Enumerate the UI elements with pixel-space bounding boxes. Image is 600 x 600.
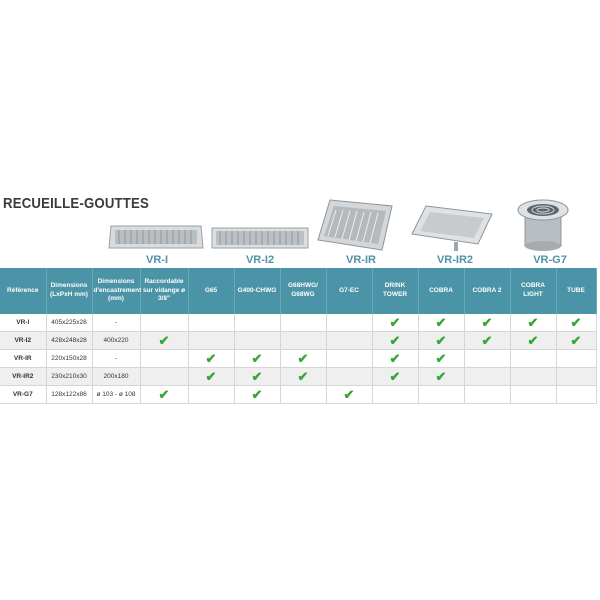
checkmark-icon: ✔ <box>297 369 309 384</box>
checkmark-icon: ✔ <box>251 369 263 384</box>
table-row <box>0 368 596 386</box>
header-cobra: COBRA <box>418 268 464 314</box>
table-row <box>0 350 596 368</box>
compat-cell <box>280 332 326 350</box>
row-embedding-dimensions: ø 103 - ø 108 <box>92 386 140 404</box>
compat-cell <box>234 314 280 332</box>
table-row <box>0 314 596 332</box>
compat-cell <box>372 332 418 350</box>
row-dimensions: 428x248x28 <box>46 332 92 350</box>
header-reference: Référence <box>0 268 46 314</box>
checkmark-icon: ✔ <box>343 387 355 402</box>
checkmark-icon: ✔ <box>570 333 582 348</box>
header-embedding-dimensions: Dimensions d'encastrement (mm) <box>92 268 140 314</box>
compat-cell <box>188 350 234 368</box>
row-reference: VR-I <box>0 314 46 332</box>
compat-cell <box>140 350 188 368</box>
compat-cell <box>326 314 372 332</box>
compat-cell <box>372 368 418 386</box>
compat-cell <box>464 332 510 350</box>
header-g68hwg: G68HWG/ G68WG <box>280 268 326 314</box>
compat-cell <box>234 386 280 404</box>
compat-cell <box>510 386 556 404</box>
checkmark-icon: ✔ <box>389 351 401 366</box>
header-cobra-2: COBRA 2 <box>464 268 510 314</box>
compat-cell <box>556 386 596 404</box>
checkmark-icon: ✔ <box>435 351 447 366</box>
row-dimensions: 230x210x30 <box>46 368 92 386</box>
compat-cell <box>556 368 596 386</box>
page-title: RECUEILLE-GOUTTES <box>3 195 149 212</box>
drain-vr-g7-image <box>515 196 571 256</box>
compat-cell <box>234 332 280 350</box>
compat-cell <box>280 314 326 332</box>
compat-cell <box>326 368 372 386</box>
compat-cell <box>510 332 556 350</box>
header-tube: TUBE <box>556 268 596 314</box>
compat-cell <box>556 314 596 332</box>
compat-cell <box>418 332 464 350</box>
checkmark-icon: ✔ <box>481 333 493 348</box>
compat-cell <box>326 386 372 404</box>
checkmark-icon: ✔ <box>435 369 447 384</box>
checkmark-icon: ✔ <box>158 387 170 402</box>
table-header-row <box>0 268 596 314</box>
checkmark-icon: ✔ <box>481 315 493 330</box>
table-row <box>0 386 596 404</box>
checkmark-icon: ✔ <box>389 315 401 330</box>
row-embedding-dimensions: - <box>92 314 140 332</box>
checkmark-icon: ✔ <box>389 333 401 348</box>
header-g65: G65 <box>188 268 234 314</box>
row-embedding-dimensions: - <box>92 350 140 368</box>
compat-cell <box>188 368 234 386</box>
product-label-vr-i: VR-I <box>146 254 168 266</box>
header-drain-connectable: Raccordable sur vidange ø 3/8" <box>140 268 188 314</box>
compat-cell <box>418 350 464 368</box>
row-dimensions: 128x122x86 <box>46 386 92 404</box>
compat-cell <box>140 332 188 350</box>
compat-cell <box>464 368 510 386</box>
row-reference: VR-IR <box>0 350 46 368</box>
tray-vr-ir2-image <box>410 202 494 254</box>
tray-vr-i-image <box>107 222 205 252</box>
row-embedding-dimensions: 400x220 <box>92 332 140 350</box>
tray-vr-i2-image <box>210 224 310 254</box>
compat-cell <box>556 350 596 368</box>
compat-cell <box>510 368 556 386</box>
compat-cell <box>280 368 326 386</box>
checkmark-icon: ✔ <box>389 369 401 384</box>
product-label-vr-i2: VR-I2 <box>245 254 275 266</box>
compat-cell <box>372 350 418 368</box>
compat-cell <box>188 314 234 332</box>
tray-vr-ir-image <box>316 196 394 256</box>
header-drink-tower: DRINK TOWER <box>372 268 418 314</box>
compat-cell <box>418 314 464 332</box>
compat-cell <box>188 332 234 350</box>
product-label-vr-ir2: VR-IR2 <box>436 254 474 266</box>
header-g7-ec: G7-EC <box>326 268 372 314</box>
compat-cell <box>234 368 280 386</box>
compatibility-table <box>0 268 597 404</box>
compat-cell <box>372 386 418 404</box>
compat-cell <box>234 350 280 368</box>
compat-cell <box>418 368 464 386</box>
checkmark-icon: ✔ <box>527 315 539 330</box>
row-reference: VR-IR2 <box>0 368 46 386</box>
header-dimensions: Dimensions (LxPxH mm) <box>46 268 92 314</box>
header-g400-chwg: G400-CHWG <box>234 268 280 314</box>
row-embedding-dimensions: 200x180 <box>92 368 140 386</box>
table-row <box>0 332 596 350</box>
compat-cell <box>326 350 372 368</box>
compat-cell <box>140 386 188 404</box>
row-dimensions: 220x150x28 <box>46 350 92 368</box>
compat-cell <box>280 350 326 368</box>
row-dimensions: 405x225x28 <box>46 314 92 332</box>
checkmark-icon: ✔ <box>297 351 309 366</box>
compat-cell <box>464 314 510 332</box>
compat-cell <box>140 314 188 332</box>
compat-cell <box>556 332 596 350</box>
compat-cell <box>188 386 234 404</box>
compat-cell <box>280 386 326 404</box>
checkmark-icon: ✔ <box>435 315 447 330</box>
product-label-vr-g7: VR-G7 <box>533 254 567 266</box>
compat-cell <box>372 314 418 332</box>
compat-cell <box>326 332 372 350</box>
compat-cell <box>510 350 556 368</box>
checkmark-icon: ✔ <box>570 315 582 330</box>
checkmark-icon: ✔ <box>205 369 217 384</box>
checkmark-icon: ✔ <box>251 351 263 366</box>
row-reference: VR-G7 <box>0 386 46 404</box>
compat-cell <box>464 350 510 368</box>
checkmark-icon: ✔ <box>251 387 263 402</box>
product-label-vr-ir: VR-IR <box>346 254 376 266</box>
checkmark-icon: ✔ <box>435 333 447 348</box>
compat-cell <box>140 368 188 386</box>
checkmark-icon: ✔ <box>527 333 539 348</box>
compat-cell <box>510 314 556 332</box>
header-cobra-light: COBRA LIGHT <box>510 268 556 314</box>
row-reference: VR-I2 <box>0 332 46 350</box>
compat-cell <box>418 386 464 404</box>
checkmark-icon: ✔ <box>158 333 170 348</box>
compat-cell <box>464 386 510 404</box>
checkmark-icon: ✔ <box>205 351 217 366</box>
